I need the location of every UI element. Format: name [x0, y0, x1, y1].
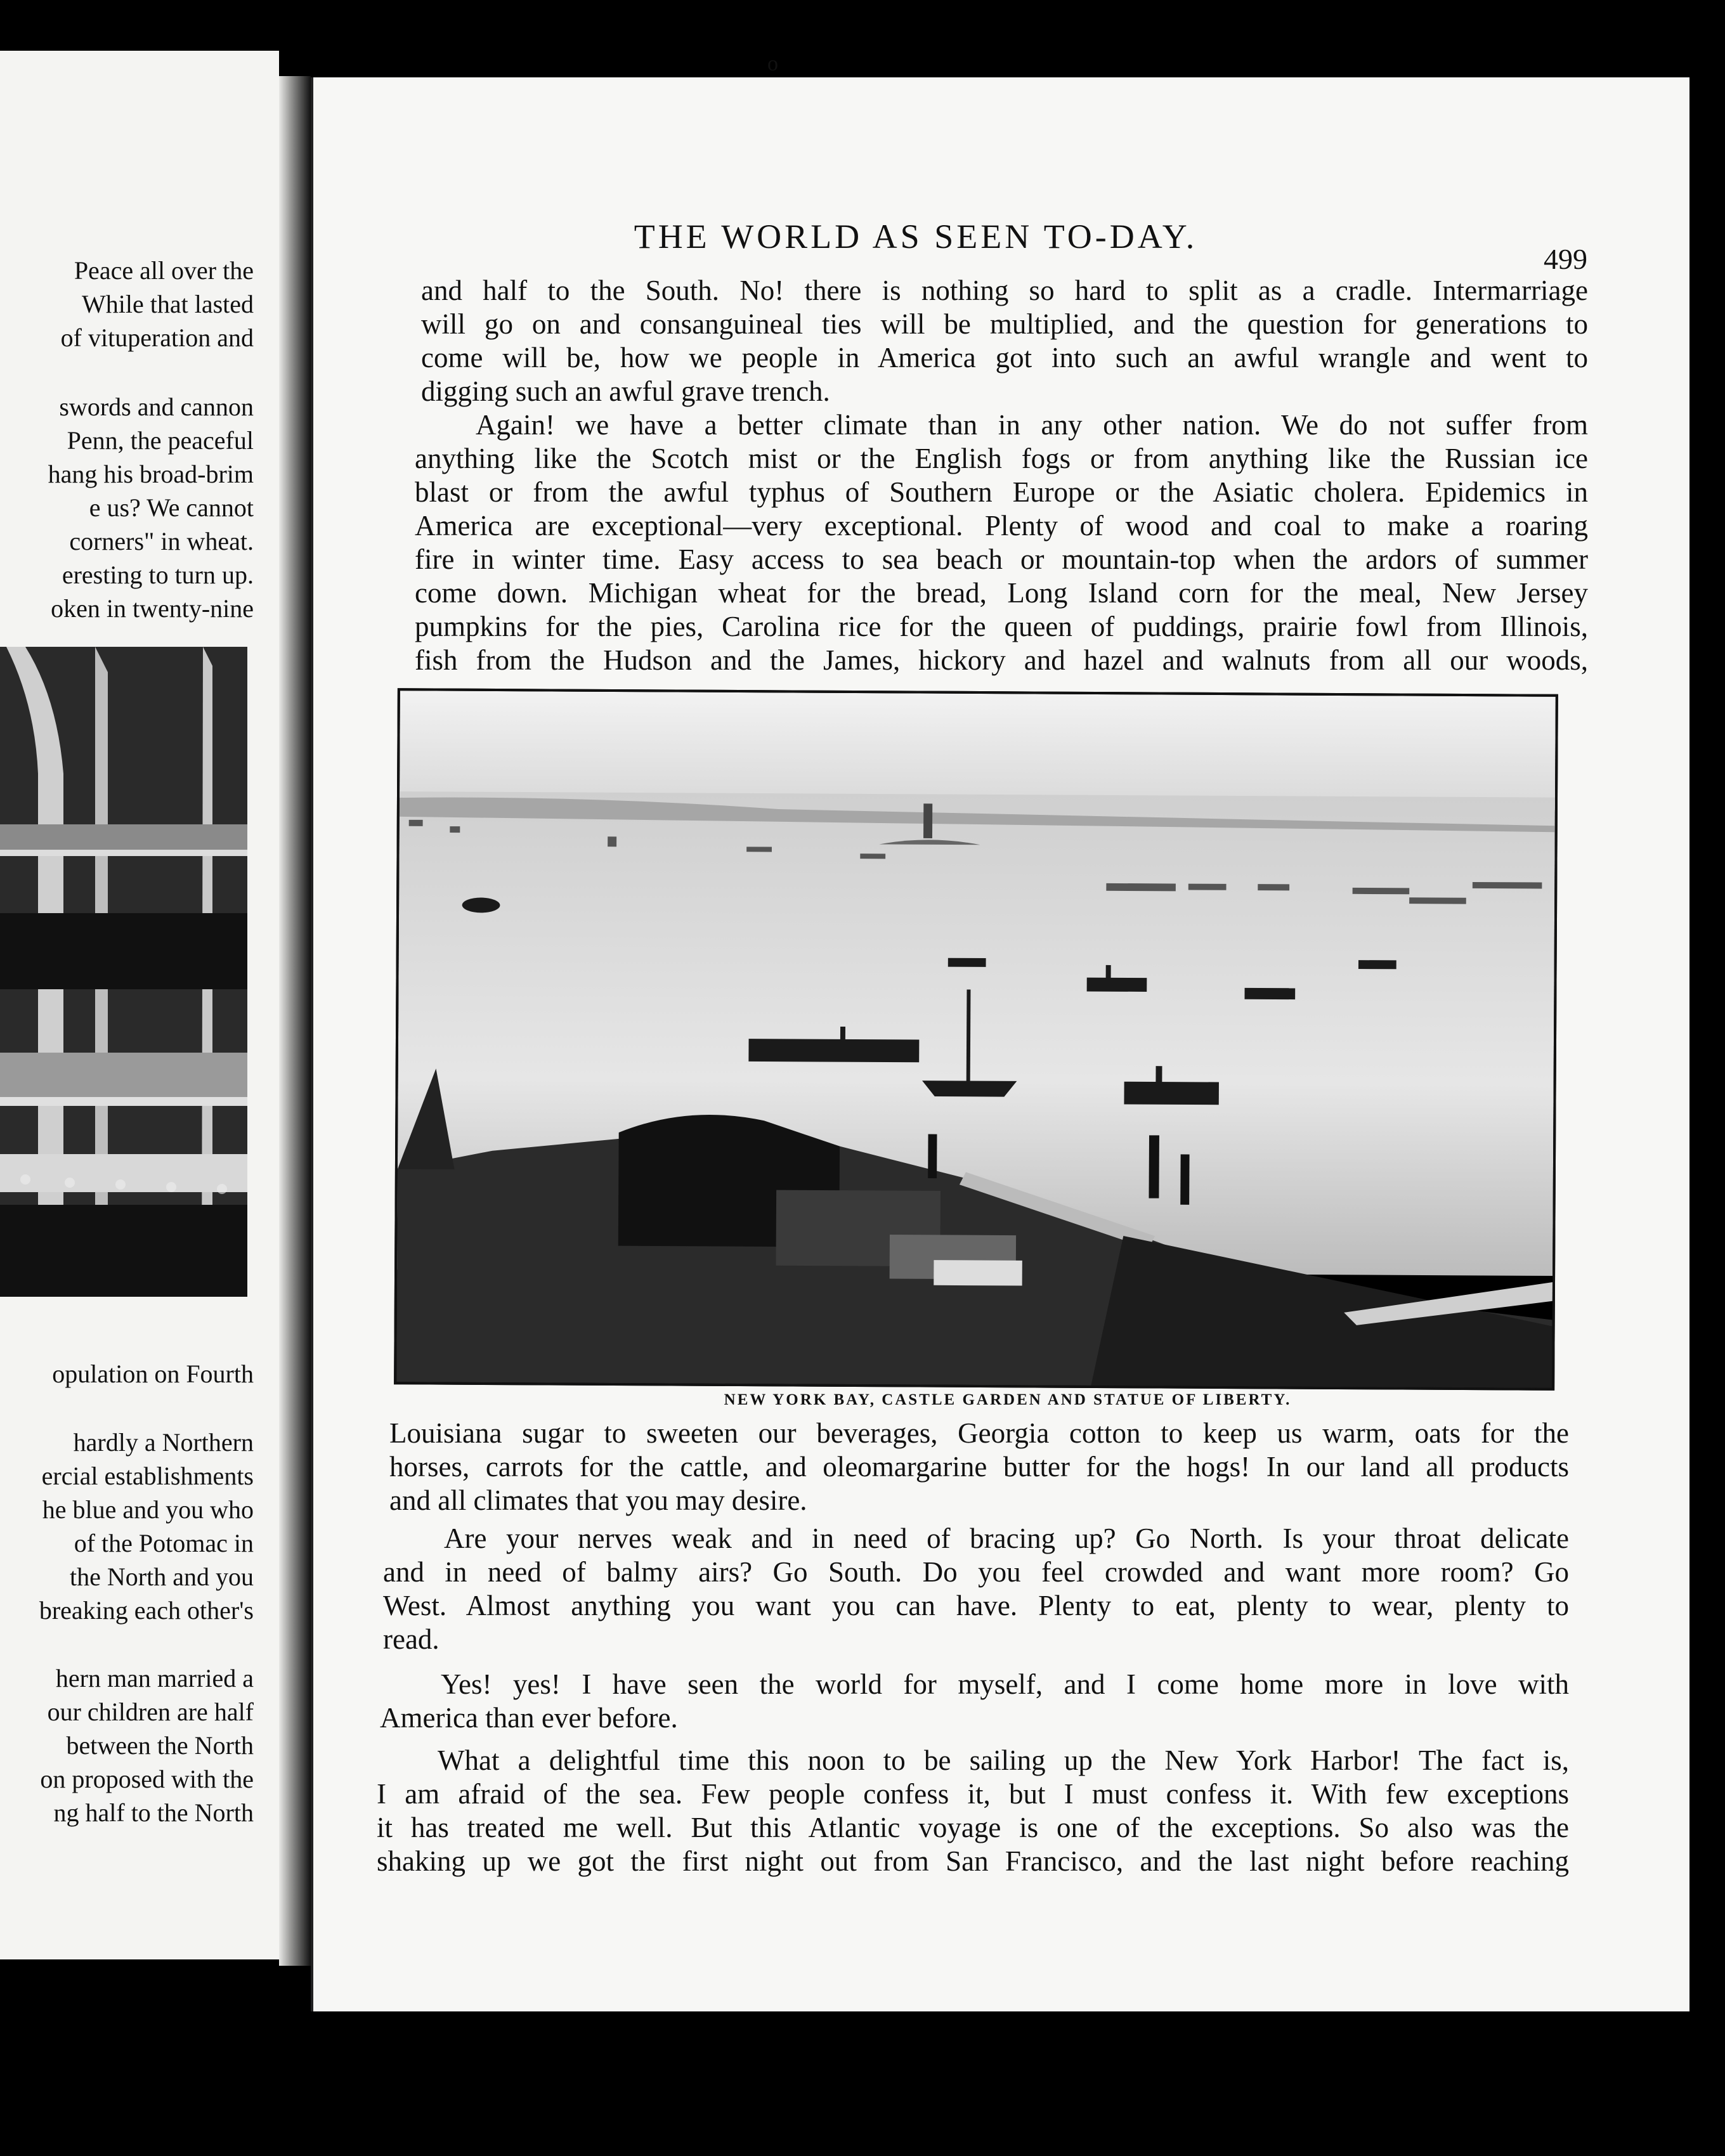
- text-line: blast or from the awful typhus of Southern Europe or the Asiatic cholera. Epidemics in: [415, 476, 1588, 508]
- text-line: and all climates that you may desire.: [389, 1484, 807, 1516]
- left-line: he blue and you who: [42, 1495, 254, 1524]
- left-text-block-2: [48, 390, 254, 625]
- left-line: swords and cannon: [59, 393, 254, 421]
- paragraph-3: [389, 1417, 1569, 1517]
- running-head: THE WORLD AS SEEN TO-DAY.: [634, 218, 1198, 256]
- harbor-photograph: [394, 688, 1558, 1391]
- text-line: What a delightful time this noon to be sailing up the New York Harbor! The fact is,: [438, 1744, 1569, 1776]
- left-line: ercial establishments: [41, 1462, 254, 1490]
- left-line: hardly a Northern: [73, 1428, 254, 1457]
- text-line: America are exceptional—very exceptional. Plenty of wood and coal to make a roaring: [415, 510, 1588, 542]
- left-line: hern man married a: [55, 1664, 254, 1692]
- text-line: shaking up we got the first night out from San Francisco, and the last night before reaching: [377, 1845, 1569, 1877]
- text-line: fish from the Hudson and the James, hickory and hazel and walnuts from all our woods,: [415, 644, 1588, 676]
- left-line: opulation on Fourth: [52, 1360, 254, 1388]
- text-line: Louisiana sugar to sweeten our beverages, Georgia cotton to keep us warm, oats for the: [389, 1417, 1569, 1449]
- text-line: Yes! yes! I have seen the world for myself, and I come home more in love with: [441, 1668, 1569, 1700]
- left-text-block-5: [40, 1661, 254, 1829]
- harbor-illustration: [396, 691, 1556, 1388]
- text-line: fire in winter time. Easy access to sea beach or mountain-top when the ardors of summer: [415, 543, 1588, 575]
- left-line: our children are half: [47, 1698, 254, 1726]
- text-line: it has treated me well. But this Atlantic voyage is one of the exceptions. So also was the: [377, 1812, 1569, 1843]
- text-line: will go on and consanguineal ties will be multiplied, and the question for generations to: [421, 308, 1588, 340]
- left-text-block-1: [61, 254, 254, 354]
- text-line: come down. Michigan wheat for the bread, Long Island corn for the meal, New Jersey: [415, 577, 1588, 609]
- text-line: I am afraid of the sea. Few people confess it, but I must confess it. With few exceptions: [377, 1778, 1569, 1810]
- paragraph-6: [377, 1744, 1569, 1878]
- text-line: America than ever before.: [380, 1702, 678, 1734]
- left-line: on proposed with the: [40, 1765, 254, 1793]
- left-line: oken in twenty-nine: [51, 594, 254, 623]
- left-line: the North and you: [70, 1562, 254, 1591]
- left-line: hang his broad-brim: [48, 460, 254, 488]
- text-line: anything like the Scotch mist or the English fogs or from anything like the Russian ice: [415, 443, 1588, 474]
- left-page: [0, 51, 279, 1959]
- left-line: of vituperation and: [60, 323, 254, 352]
- page-number: 499: [1544, 243, 1587, 275]
- left-line: Peace all over the: [74, 256, 254, 285]
- text-line: come will be, how we people in America got into such an awful wrangle and went to: [421, 342, 1588, 373]
- left-line: between the North: [66, 1731, 254, 1760]
- paragraph-4: [383, 1522, 1569, 1656]
- text-line: Again! we have a better climate than in any other nation. We do not suffer from: [476, 409, 1588, 441]
- binding-mark: o: [767, 52, 778, 75]
- paragraph-2: [415, 408, 1588, 677]
- left-line: Penn, the peaceful: [67, 426, 254, 455]
- text-line: and in need of balmy airs? Go South. Do you feel crowded and want more room? Go: [383, 1556, 1569, 1588]
- left-line: breaking each other's: [39, 1596, 254, 1625]
- left-line: While that lasted: [81, 290, 254, 318]
- text-line: Are your nerves weak and in need of bracing up? Go North. Is your throat delicate: [444, 1523, 1569, 1554]
- text-line: and half to the South. No! there is nothing so hard to split as a cradle. Intermarriage: [421, 275, 1588, 306]
- left-line: of the Potomac in: [74, 1529, 254, 1557]
- left-line: corners" in wheat.: [69, 527, 254, 555]
- text-line: read.: [383, 1623, 439, 1655]
- text-line: pumpkins for the pies, Carolina rice for the queen of puddings, prairie fowl from Illinois,: [415, 611, 1588, 642]
- right-page: [311, 77, 1689, 2011]
- text-line: horses, carrots for the cattle, and oleomargarine butter for the hogs! In our land all products: [389, 1451, 1569, 1483]
- text-line: digging such an awful grave trench.: [421, 375, 830, 407]
- left-line: ng half to the North: [53, 1798, 254, 1827]
- left-line: e us? We cannot: [89, 493, 254, 522]
- book-gutter: [279, 76, 311, 1966]
- paragraph-5: [380, 1668, 1569, 1735]
- left-page-photo-interior: [0, 647, 247, 1297]
- left-line: eresting to turn up.: [62, 561, 254, 589]
- photo-caption: NEW YORK BAY, CASTLE GARDEN AND STATUE OF LIBERTY.: [724, 1391, 1292, 1408]
- left-text-block-3: [52, 1357, 254, 1391]
- text-line: West. Almost anything you want you can have. Plenty to eat, plenty to wear, plenty to: [383, 1590, 1569, 1621]
- interior-illustration: [0, 647, 247, 1297]
- paragraph-1: [421, 274, 1588, 408]
- left-text-block-4: [39, 1425, 254, 1627]
